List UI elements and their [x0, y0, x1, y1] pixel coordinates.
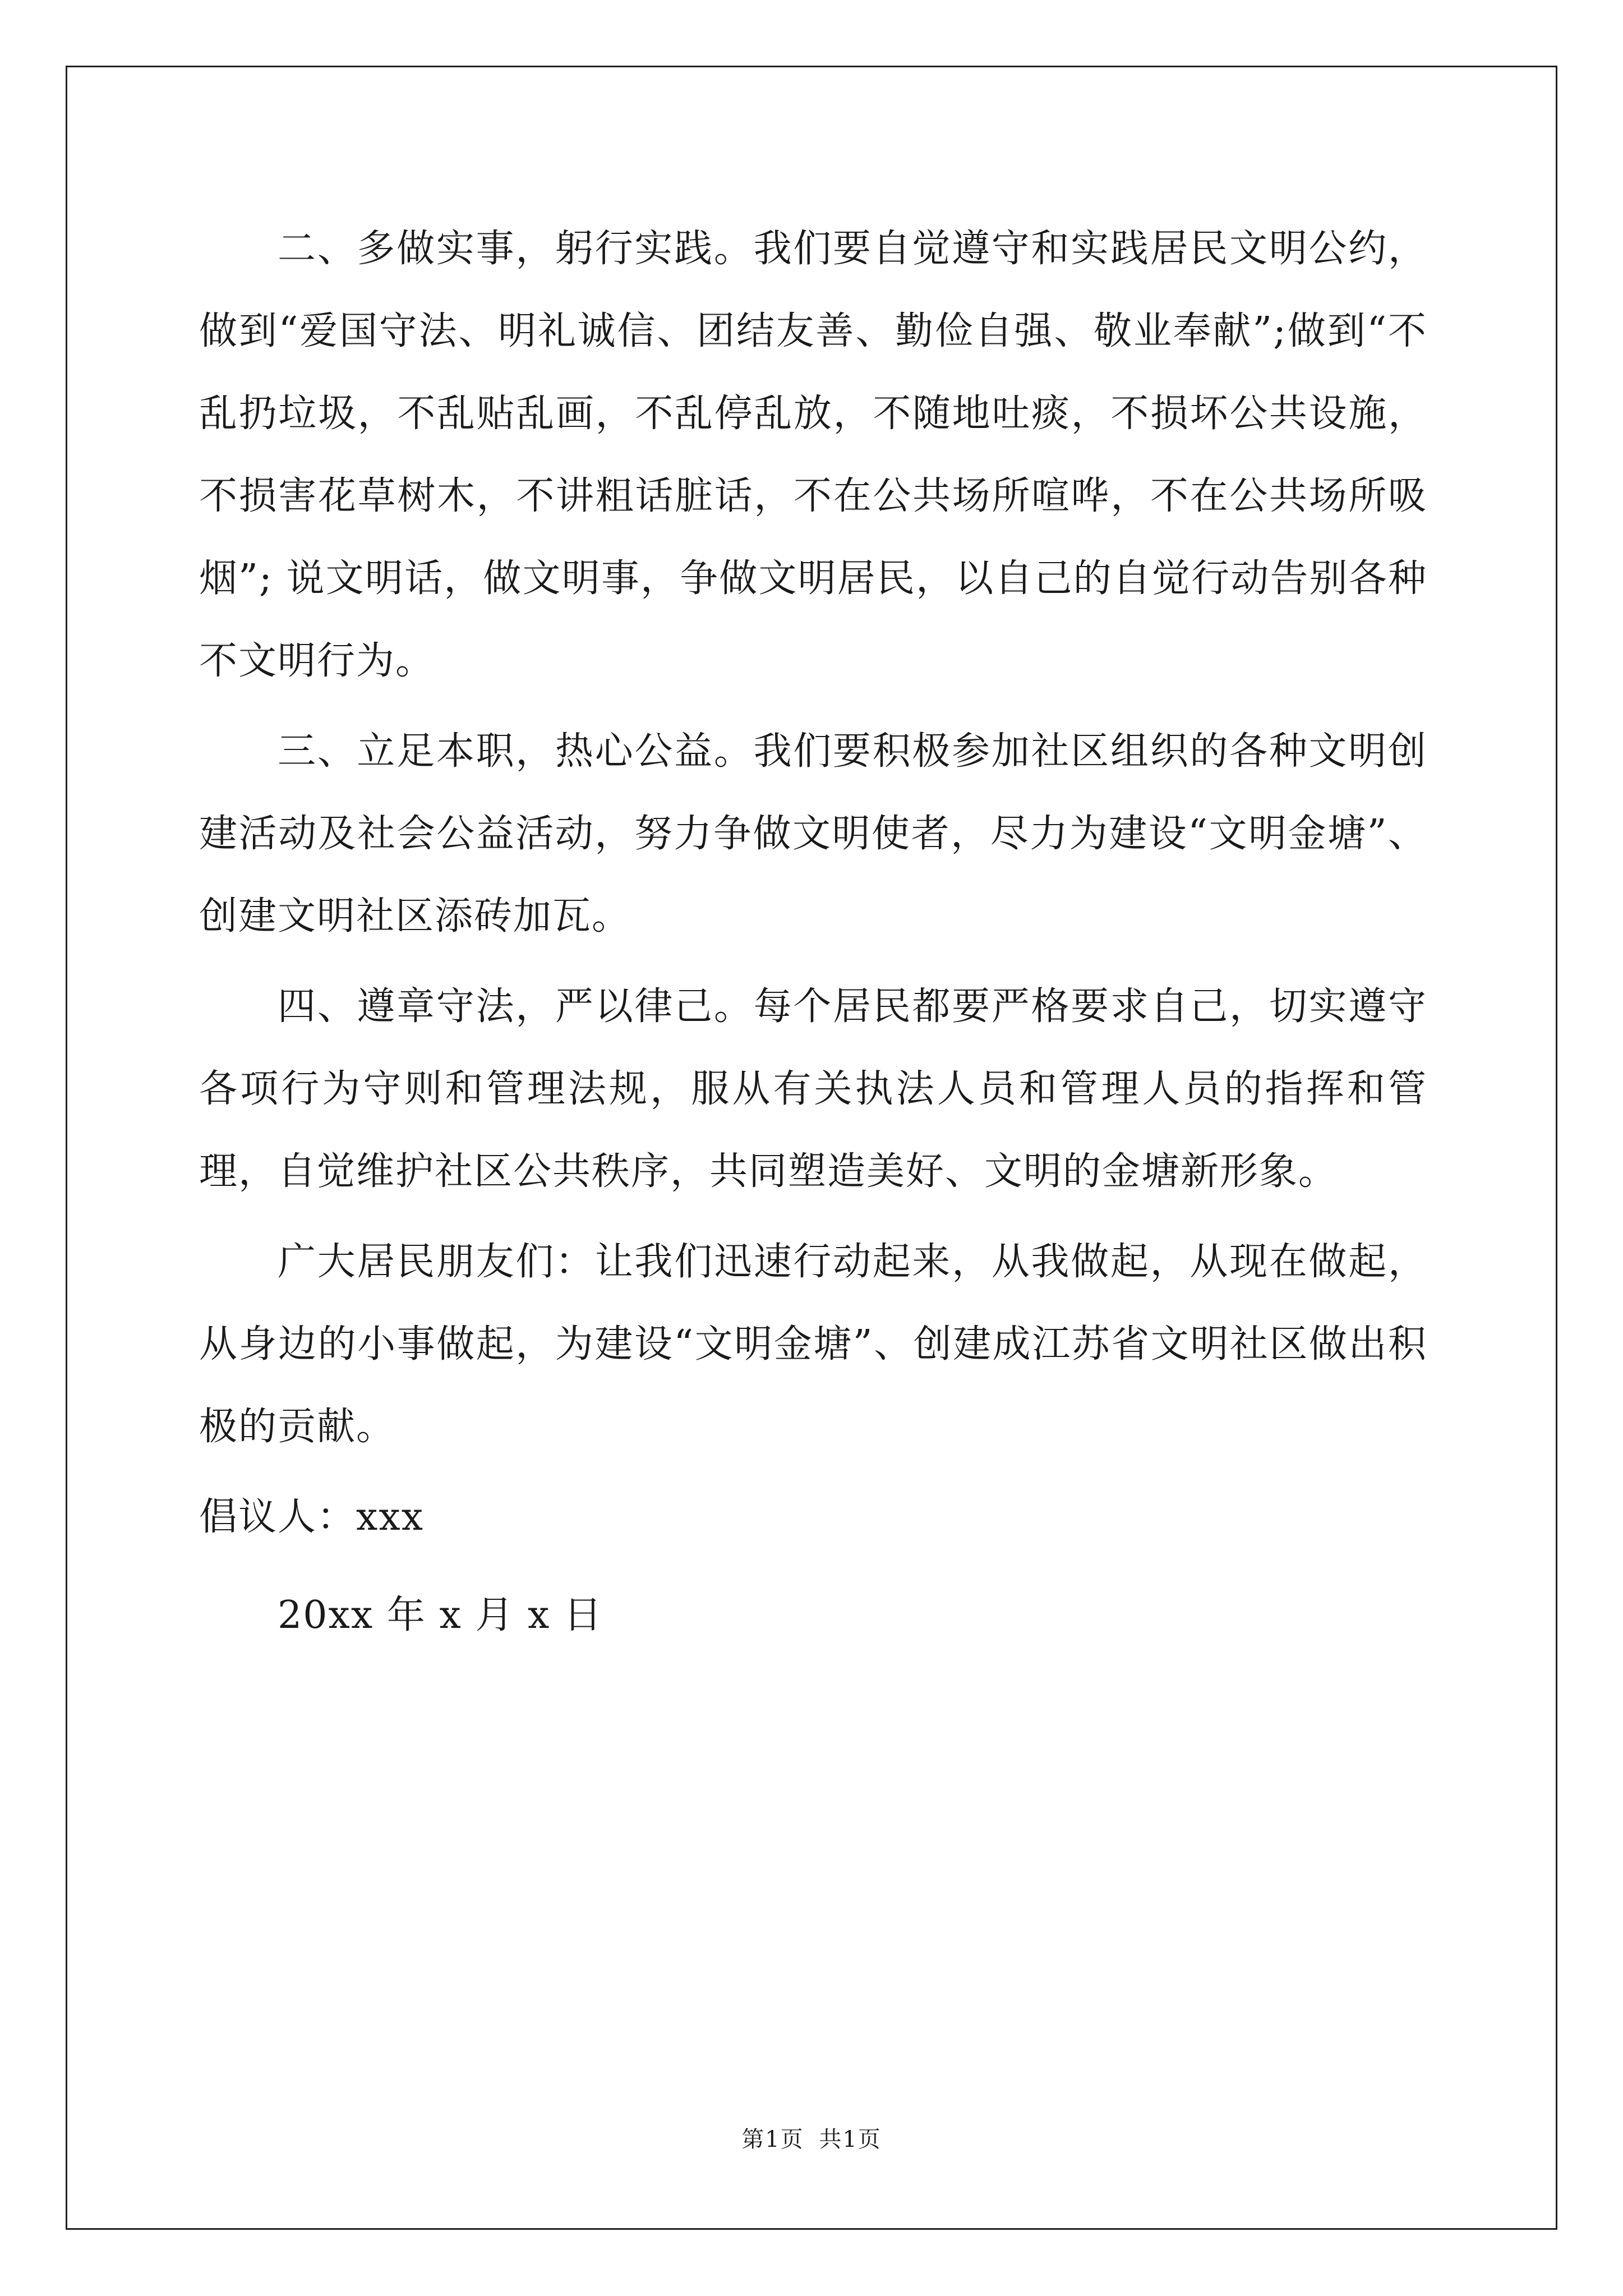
paragraph-four: 四、遵章守法，严以律己。每个居民都要严格要求自己，切实遵守各项行为守则和管理法规，服从有关执法人员和管理人员的指挥和管理，自觉维护社区公共秩序，共同塑造美好、文明的金塘新形象。 — [199, 984, 1427, 1194]
page-total: 共1页 — [819, 2127, 882, 2152]
initiator-line: 倡议人：xxx — [199, 1495, 425, 1539]
document-body — [199, 208, 1427, 1657]
paragraph-three: 三、立足本职，热心公益。我们要积极参加社区组织的各种文明创建活动及社会公益活动，努力争做文明使者，尽力为建设“文明金塘”、创建文明社区添砖加瓦。 — [199, 729, 1427, 938]
paragraph-closing: 广大居民朋友们：让我们迅速行动起来，从我做起，从现在做起，从身边的小事做起，为建设“文明金塘”、创建成江苏省文明社区做出积极的贡献。 — [199, 1240, 1427, 1449]
page-footer — [0, 2122, 1623, 2154]
paragraph-two: 二、多做实事，躬行实践。我们要自觉遵守和实践居民文明公约，做到“爱国守法、明礼诚信、团结友善、勤俭自强、敬业奉献”;做到“不乱扔垃圾，不乱贴乱画，不乱停乱放，不随地吐痰，不损坏公共设施，不损害花草树木，不讲粗话脏话，不在公共场所喧哗，不在公共场所吸烟”; 说文明话，做文明事，争做文明居民，以自己的自觉行动告别各种不文明行为。 — [199, 227, 1427, 683]
page-number: 第1页 — [741, 2127, 804, 2152]
date-line: 20xx 年 x 月 x 日 — [278, 1593, 603, 1637]
